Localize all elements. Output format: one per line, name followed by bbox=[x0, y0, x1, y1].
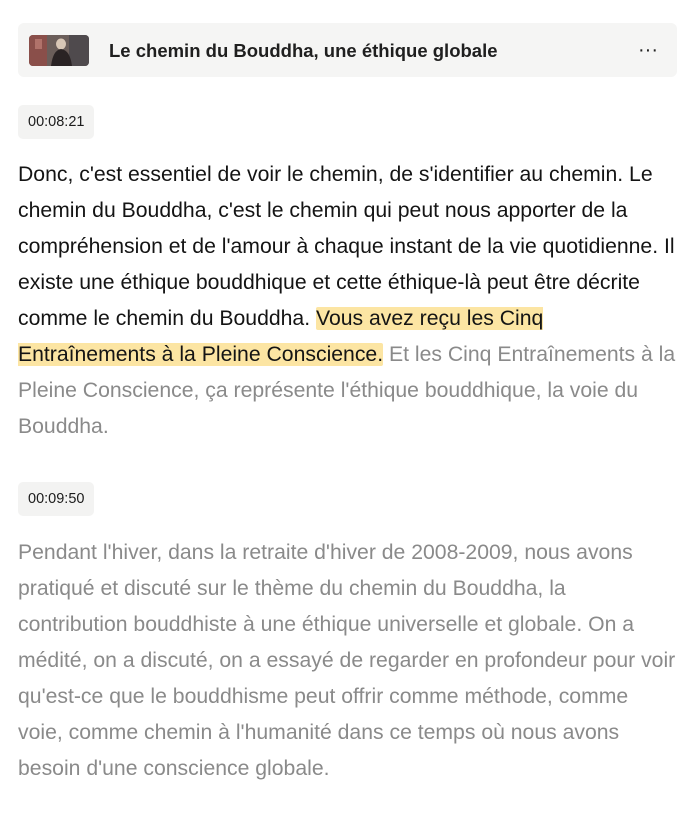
current-sentence-highlight[interactable]: Vous avez reçu les Cinq Entraînements à la Pleine Conscience. bbox=[18, 307, 544, 366]
more-options-button[interactable] bbox=[635, 37, 661, 63]
transcript-paragraph bbox=[18, 157, 678, 445]
upcoming-text: Pendant l'hiver, dans la retraite d'hiver de 2008-2009, nous avons pratiqué et discuté sur le thème du chemin du Bouddha, la contribution bouddhiste à une éthique universelle et globale. On a médité, on a discuté, on a essayé de regarder en profondeur pour voir qu'est-ce que le bouddhisme peut offrir comme méthode, comme voie, comme chemin à l'humanité dans ce temps où nous avons besoin d'une conscience globale. bbox=[18, 541, 676, 780]
upcoming-text: Et les Cinq Entraînements à la Pleine Conscience, ça représente l'éthique bouddhique, la voie du Bouddha. bbox=[18, 343, 676, 438]
timestamp-label: 00:09:50 bbox=[28, 491, 85, 507]
more-icon: ··· bbox=[638, 38, 658, 61]
timestamp-badge[interactable] bbox=[18, 482, 94, 516]
timestamp-badge[interactable] bbox=[18, 105, 94, 139]
timestamp-label: 00:08:21 bbox=[28, 114, 85, 130]
transcript-paragraph bbox=[18, 535, 678, 787]
page-title: Le chemin du Bouddha, une éthique globale bbox=[109, 40, 498, 61]
video-thumbnail[interactable] bbox=[29, 35, 89, 66]
spoken-text: Donc, c'est essentiel de voir le chemin, de s'identifier au chemin. Le chemin du Bouddha, c'est le chemin qui peut nous apporter de la compréhension et de l'amour à chaque instant de la vie quotidienne. Il existe une éthique bouddhique et cette éthique-là peut être décrite comme le chemin du Bouddha. bbox=[18, 163, 675, 330]
transcript-header bbox=[18, 23, 677, 77]
